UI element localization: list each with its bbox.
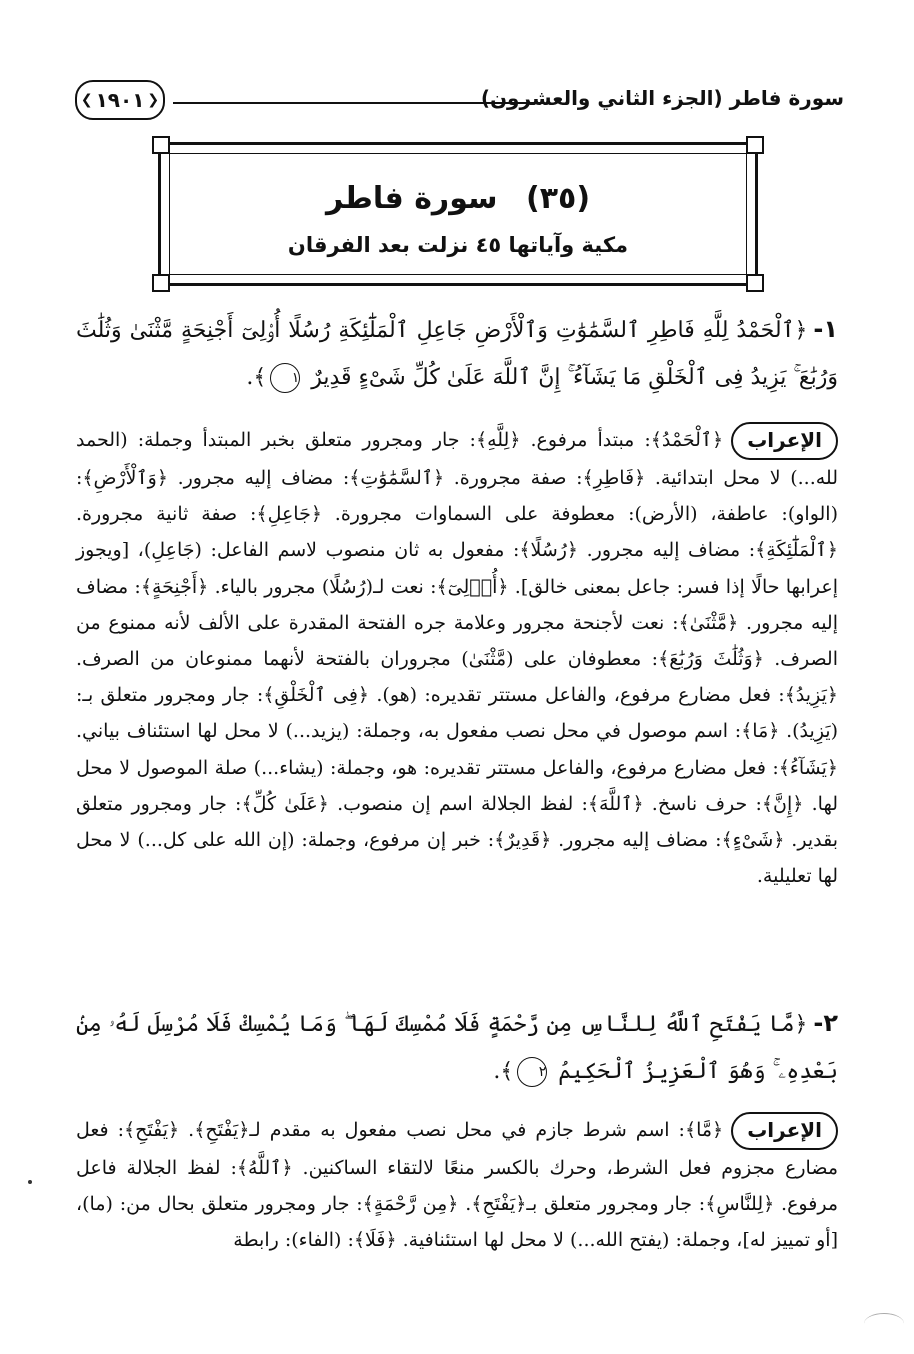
irab-label: الإعراب <box>731 1112 838 1150</box>
verse-1 <box>76 306 838 401</box>
corner-ornament <box>152 274 170 292</box>
corner-ornament <box>746 274 764 292</box>
surah-title <box>161 181 755 216</box>
irab-label: الإعراب <box>731 422 838 460</box>
header-rule <box>173 102 544 104</box>
scan-speck <box>28 1180 32 1184</box>
irab-text: ﴿ٱلْحَمْدُ﴾: مبتدأ مرفوع. ﴿لِلَّهِ﴾: جار ومجرور متعلق بخبر المبتدأ وجملة: (الحمد لله...) لا محل ابتدائية. ﴿فَاطِرِ﴾: صفة مجرورة. ﴿ٱلسَّمَٰوَٰتِ﴾: مضاف إليه مجرور. ﴿وَٱلْأَرْضِ﴾: (الواو): عاطفة، (الأرض): معطوفة على السماوات مجرورة. ﴿جَاعِلِ﴾: صفة ثانية مجرورة. ﴿ٱلْمَلَٰٓئِكَةِ﴾: مضاف إليه مجرور. ﴿رُسُلًا﴾: مفعول به ثان منصوب لاسم الفاعل: (جَاعِلِ)، [ويجوز إعرابها حالًا إذا فسر: جاعل بمعنى خالق]. ﴿أُو۟لِىٓ﴾: نعت لـ(رُسُلًا) مجرور بالياء. ﴿أَجْنِحَةٍ﴾: مضاف إليه مجرور. ﴿مَّثْنَىٰ﴾: نعت لأجنحة مجرور وعلامة جره الفتحة المقدرة على الألف لأنه ممنوع من الصرف. ﴿وَثُلَٰثَ وَرُبَٰعَ﴾: معطوفان على (مَّثْنَىٰ) مجروران بالفتحة لأنهما ممنوعان من الصرف. ﴿يَزِيدُ﴾: فعل مضارع مرفوع، والفاعل مستتر تقديره: (هو). ﴿فِى ٱلْخَلْقِ﴾: جار ومجرور متعلق بـ:(يَزِيدُ). ﴿مَا﴾: اسم موصول في محل نصب مفعول به، وجملة: (يزيد...) لا محل لها استئناف بياني. ﴿يَشَآءُ﴾: فعل مضارع مرفوع، والفاعل مستتر تقديره: هو، وجملة: (يشاء...) صلة الموصول لا محل لها. ﴿إِنَّ﴾: حرف ناسخ. ﴿ٱللَّهَ﴾: لفظ الجلالة اسم إن منصوب. ﴿عَلَىٰ كُلِّ﴾: جار ومجرور متعلق بقدير. ﴿شَىْءٍ﴾: مضاف إليه مجرور. ﴿قَدِيرٌ﴾: خبر إن مرفوع، وجملة: (إن الله على كل...) لا محل لها تعليلية. <box>76 429 838 888</box>
verse-text: ﴿ٱلْحَمْدُ لِلَّهِ فَاطِرِ ٱلسَّمَٰوَٰتِ وَٱلْأَرْضِ جَاعِلِ ٱلْمَلَٰٓئِكَةِ رُسُلًا أُو۟لِىٓ أَجْنِحَةٍ مَّثْنَىٰ وَثُلَٰثَ وَرُبَٰعَ ۚ يَزِيدُ فِى ٱلْخَلْقِ مَا يَشَآءُ ۚ إِنَّ ٱللَّهَ عَلَىٰ كُلِّ شَىْءٍ قَدِيرٌ <box>76 318 838 390</box>
verse-close: ﴾. <box>493 1059 514 1084</box>
verse-end-marker: ٢ <box>517 1057 547 1087</box>
surah-subtitle: مكية وآياتها ٤٥ نزلت بعد الفرقان <box>287 233 629 257</box>
irab-section-1 <box>76 422 838 894</box>
irab-text: ﴿مَّا﴾: اسم شرط جازم في محل نصب مفعول به مقدم لـ﴿يَفْتَحِ﴾. ﴿يَفْتَحِ﴾: فعل مضارع مجزوم فعل الشرط، وحرك بالكسر منعًا لالتقاء الساكنين. ﴿ٱللَّهُ﴾: لفظ الجلالة فاعل مرفوع. ﴿لِلنَّاسِ﴾: جار ومجرور متعلق بـ﴿يَفْتَحِ﴾. ﴿مِن رَّحْمَةٍ﴾: جار ومجرور متعلق بحال من: (ما)، [أو تمييز له]، وجملة: (يفتح الله...) لا محل لها استئنافية. ﴿فَلَا﴾: (الفاء): رابطة <box>76 1119 838 1252</box>
ornament-icon: ❯ <box>147 92 160 108</box>
header-title: سورة فاطر (الجزء الثاني والعشرون) <box>480 86 844 110</box>
verse-text: ﴿مَّا يَفْتَحِ ٱللَّهُ لِلنَّاسِ مِن رَّحْمَةٍ فَلَا مُمْسِكَ لَهَا ۖ وَمَا يُمْسِكْ فَلَا مُرْسِلَ لَهُۥ مِنۢ بَعْدِهِۦ ۚ وَهُوَ ٱلْعَزِيزُ ٱلْحَكِيمُ <box>76 1012 838 1084</box>
page-number: ١٩٠١ <box>95 88 145 112</box>
ornament-icon: ❮ <box>80 92 93 108</box>
running-header <box>75 80 844 124</box>
page-number-badge <box>75 80 165 120</box>
verse-2 <box>76 1000 838 1095</box>
corner-ornament <box>746 136 764 154</box>
surah-title-box <box>158 142 758 286</box>
verse-end-marker: ١ <box>270 363 300 393</box>
verse-number: ٢- <box>813 1009 838 1037</box>
irab-section-2 <box>76 1112 838 1259</box>
surah-name: سورة فاطر <box>325 181 498 216</box>
verse-close: ﴾. <box>246 365 267 390</box>
page-curl <box>864 1313 904 1334</box>
corner-ornament <box>152 136 170 154</box>
verse-number: ١- <box>813 315 838 343</box>
surah-number: (٣٥) <box>525 181 591 216</box>
